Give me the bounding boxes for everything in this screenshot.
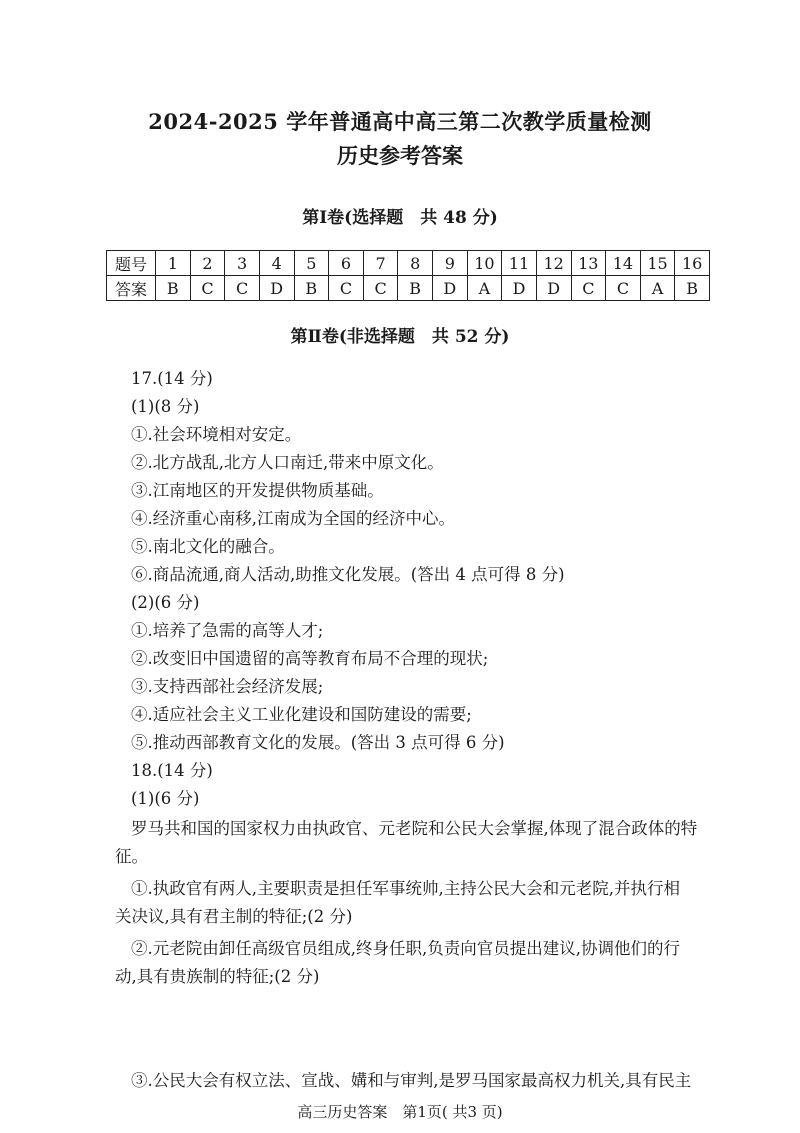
row-label-number: 题号 (107, 251, 156, 276)
row-label-answer: 答案 (107, 276, 156, 301)
answer-cell: B (294, 276, 329, 301)
answer-cell: C (225, 276, 260, 301)
part1-heading: 第Ⅰ卷(选择题 共 48 分) (302, 208, 498, 228)
question-number: 15 (640, 251, 675, 276)
answer-cell: C (190, 276, 225, 301)
question-number: 10 (467, 251, 502, 276)
answer-point: ②.改变旧中国遗留的高等教育布局不合理的现状; (131, 649, 489, 668)
question-number: 1 (156, 251, 191, 276)
question-number: 8 (398, 251, 433, 276)
answer-point: ③.公民大会有权立法、宣战、媾和与审判,是罗马国家最高权力机关,具有民主 (131, 1071, 692, 1090)
answer-cell: A (640, 276, 675, 301)
table-row-numbers (107, 251, 710, 276)
answer-cell: B (675, 276, 710, 301)
answer-cell: D (502, 276, 537, 301)
answer-cell: D (536, 276, 571, 301)
answer-point: ①.执政官有两人,主要职责是担任军事统帅,主持公民大会和元老院,并执行相 (131, 879, 680, 898)
answer-point: ①.培养了急需的高等人才; (131, 621, 324, 640)
question-number: 14 (606, 251, 641, 276)
question-heading: 18.(14 分) (131, 761, 213, 780)
question-number: 2 (190, 251, 225, 276)
question-number: 13 (571, 251, 606, 276)
answer-point: ④.适应社会主义工业化建设和国防建设的需要; (131, 705, 472, 724)
answer-cell: C (606, 276, 641, 301)
subquestion-heading: (2)(6 分) (131, 593, 200, 612)
answer-cell: C (363, 276, 398, 301)
paragraph-line: 征。 (115, 847, 148, 866)
paragraph-line: 罗马共和国的国家权力由执政官、元老院和公民大会掌握,体现了混合政体的特 (131, 819, 698, 838)
answer-point: ④.经济重心南移,江南成为全国的经济中心。 (131, 509, 455, 528)
answer-point: ⑤.南北文化的融合。 (131, 537, 285, 556)
document-subtitle: 历史参考答案 (337, 143, 463, 168)
answer-table (106, 250, 710, 301)
question-number: 6 (329, 251, 364, 276)
answer-cell: C (571, 276, 606, 301)
answer-point-continued: 关决议,具有君主制的特征;(2 分) (115, 907, 353, 926)
subquestion-heading: (1)(6 分) (131, 789, 200, 808)
answer-cell: C (329, 276, 364, 301)
answer-point: ②.元老院由卸任高级官员组成,终身任职,负责向官员提出建议,协调他们的行 (131, 939, 680, 958)
answer-cell: D (433, 276, 468, 301)
answer-point: ⑤.推动西部教育文化的发展。(答出 3 点可得 6 分) (131, 733, 505, 752)
question-number: 11 (502, 251, 537, 276)
answer-point: ⑥.商品流通,商人活动,助推文化发展。(答出 4 点可得 8 分) (131, 565, 565, 584)
answer-cell: D (259, 276, 294, 301)
page-footer: 高三历史答案 第1页( 共3 页) (297, 1103, 503, 1121)
question-number: 12 (536, 251, 571, 276)
question-number: 16 (675, 251, 710, 276)
answer-cell: B (398, 276, 433, 301)
answer-cell: B (156, 276, 191, 301)
answer-point: ③.支持西部社会经济发展; (131, 677, 324, 696)
question-number: 5 (294, 251, 329, 276)
question-number: 4 (259, 251, 294, 276)
answer-point-continued: 动,具有贵族制的特征;(2 分) (115, 967, 320, 986)
question-number: 7 (363, 251, 398, 276)
question-heading: 17.(14 分) (131, 369, 213, 388)
question-number: 9 (433, 251, 468, 276)
table-row-answers (107, 276, 710, 301)
question-number: 3 (225, 251, 260, 276)
answer-cell: A (467, 276, 502, 301)
part2-heading: 第Ⅱ卷(非选择题 共 52 分) (290, 327, 510, 347)
answer-point: ③.江南地区的开发提供物质基础。 (131, 481, 384, 500)
subquestion-heading: (1)(8 分) (131, 397, 200, 416)
answer-point: ②.北方战乱,北方人口南迁,带来中原文化。 (131, 453, 444, 472)
answer-point: ①.社会环境相对安定。 (131, 425, 302, 444)
document-title: 2024-2025 学年普通高中高三第二次教学质量检测 (148, 109, 652, 134)
